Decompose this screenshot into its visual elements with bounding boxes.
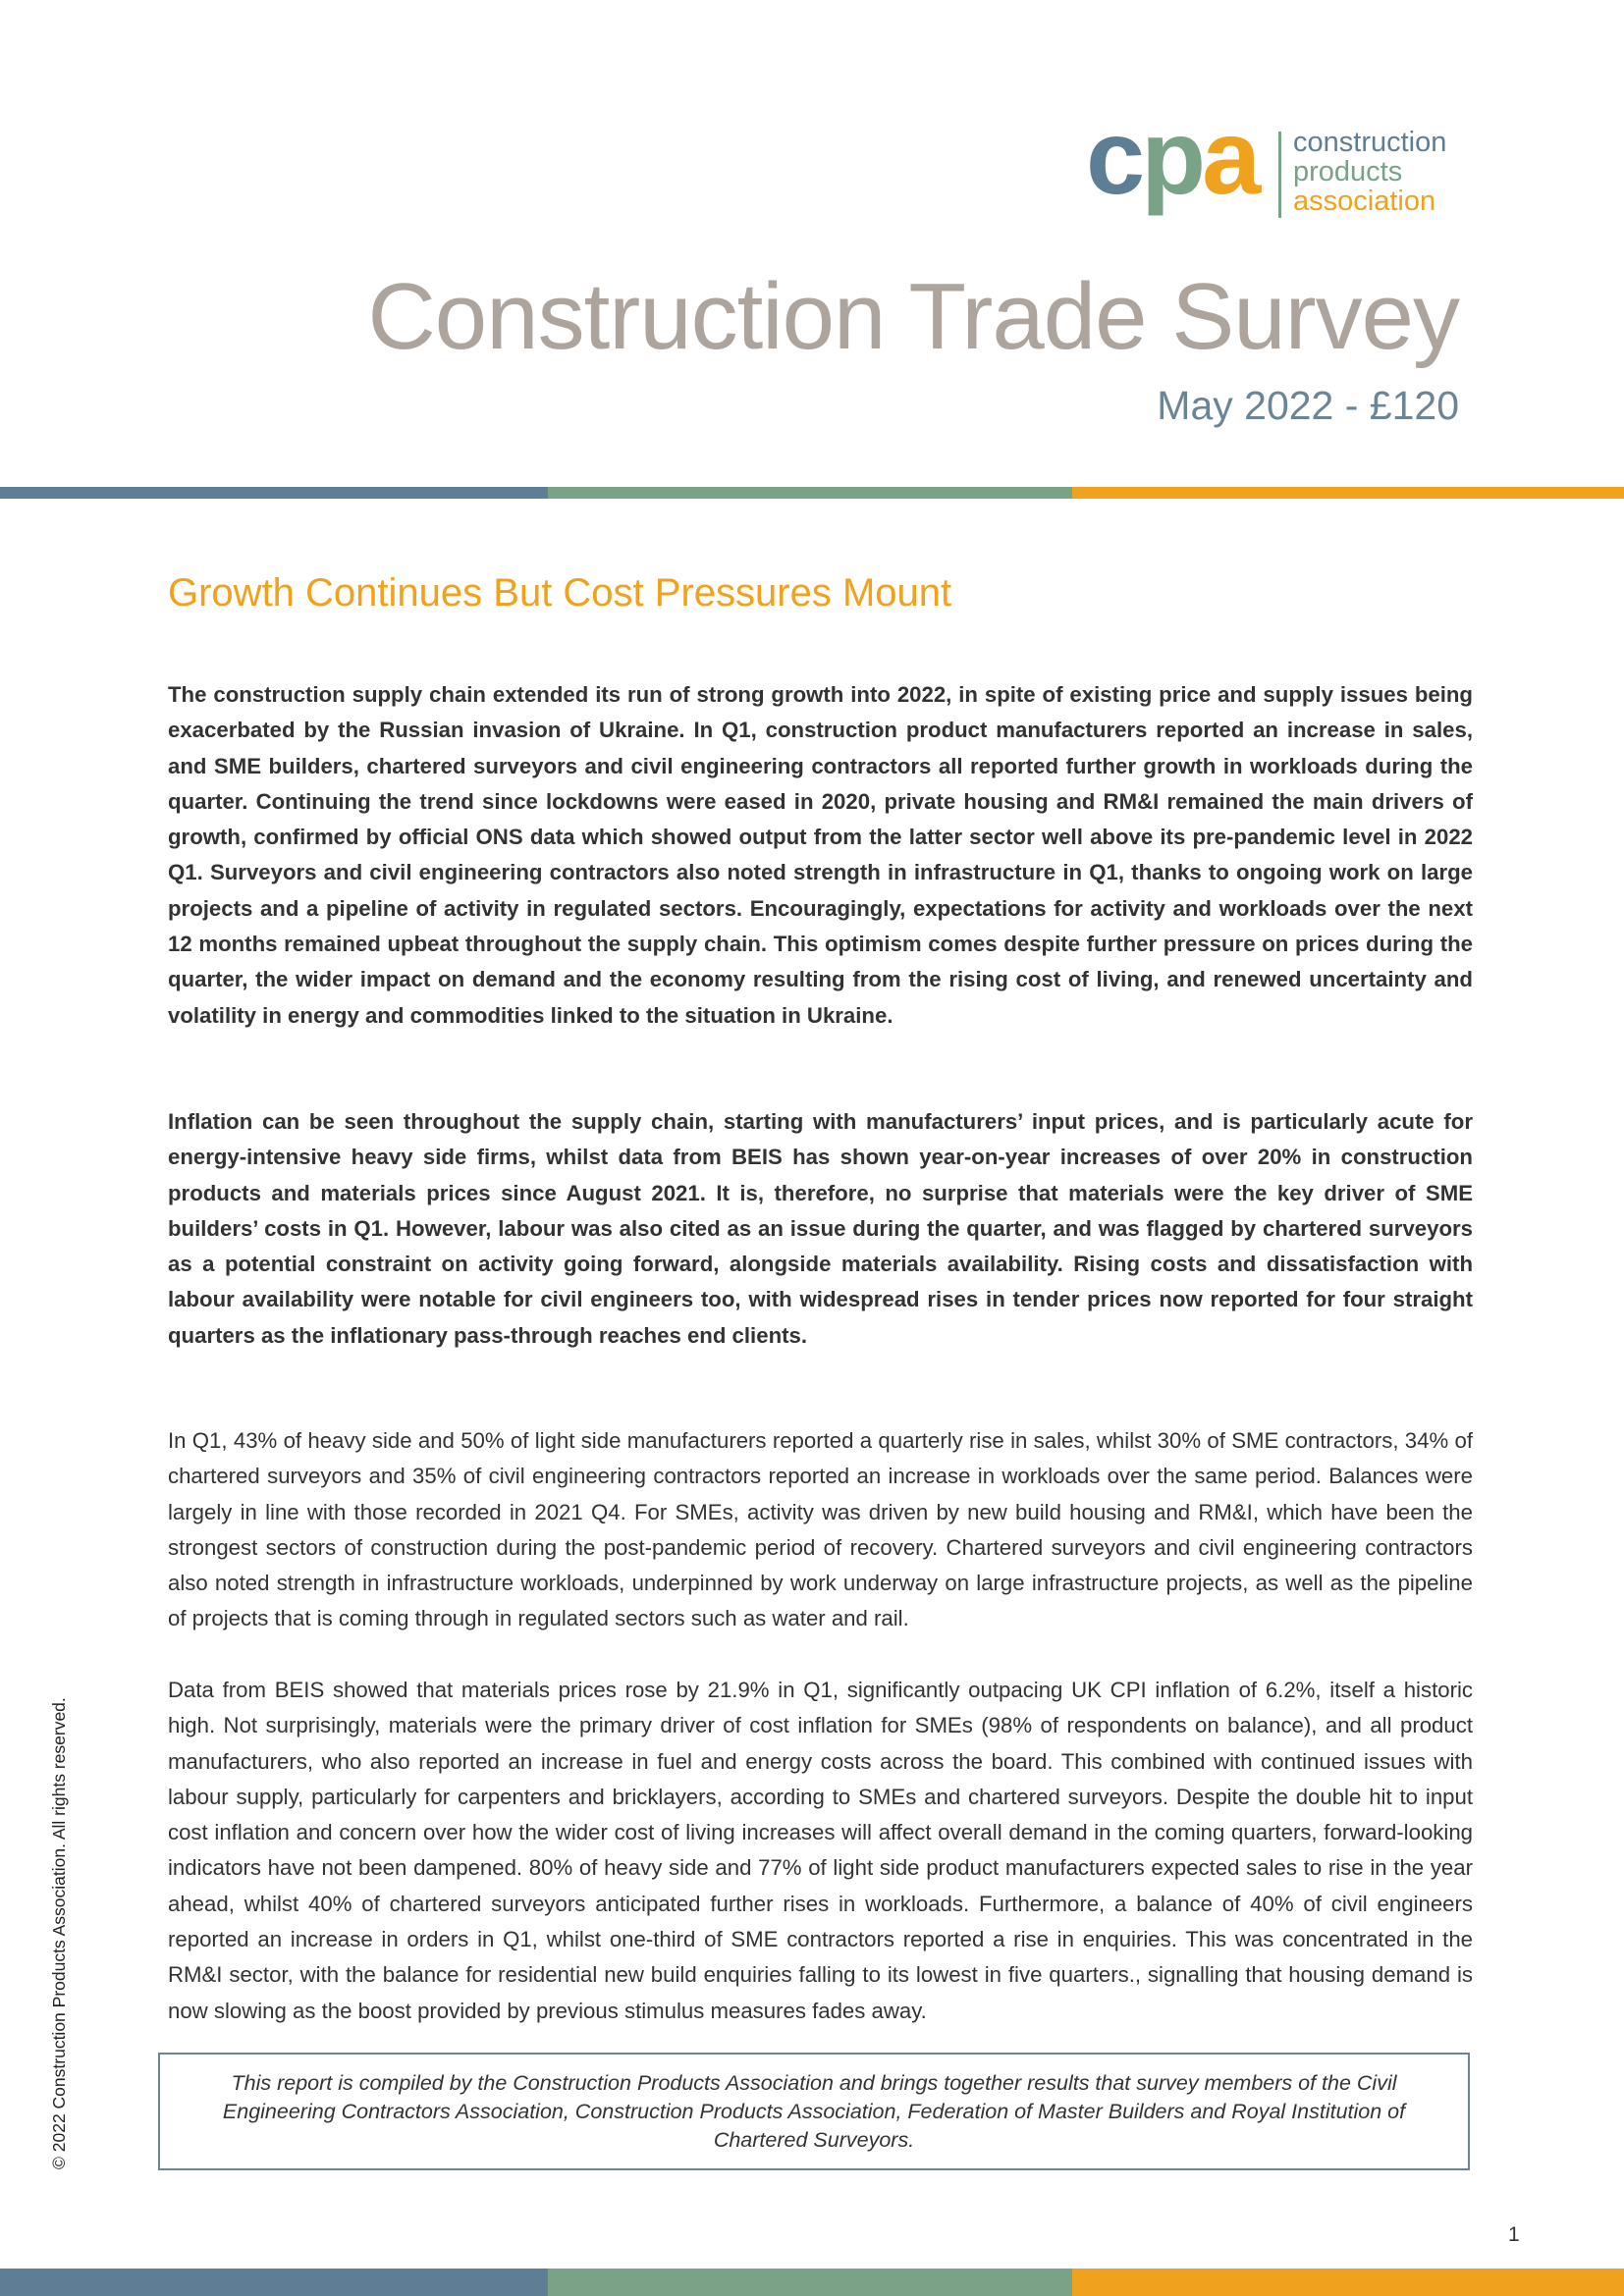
logo-word-association: association xyxy=(1293,186,1436,217)
logo-mark xyxy=(1086,97,1258,216)
page-title: Construction Trade Survey xyxy=(367,264,1459,369)
logo-letter-c: c xyxy=(1086,97,1142,216)
logo-wordmark xyxy=(1293,128,1446,216)
body-paragraph-2: Data from BEIS showed that materials prices rose by 21.9% in Q1, significantly outpacing UK CPI inflation of 6.2%, itself a historic high. Not surprisingly, materials were the primary driver of cost inflation for SMEs (98% of respondents on balance), and all product manufacturers, who also reported an increase in fuel and energy costs across the board. This combined with continued issues with labour supply, particularly for carpenters and bricklayers, according to SMEs and chartered surveyors. Despite the double hit to input cost inflation and concern over how the wider cost of living increases will affect overall demand in the coming quarters, forward-looking indicators have not been dampened. 80% of heavy side and 77% of light side product manufacturers expected sales to rise in the year ahead, whilst 40% of chartered surveyors anticipated further rises in workloads. Furthermore, a balance of 40% of civil engineers reported an increase in orders in Q1, whilst one-third of SME contractors reported a rise in enquiries. This was concentrated in the RM&I sector, with the balance for residential new build enquiries falling to its lowest in five quarters., signalling that housing demand is now slowing as the boost provided by previous stimulus measures fades away. xyxy=(168,1678,1473,2023)
logo-divider xyxy=(1278,132,1281,218)
report-note-box xyxy=(158,2053,1470,2170)
summary-paragraph-1: The construction supply chain extended its run of strong growth into 2022, in spite of existing price and supply issues being exacerbated by the Russian invasion of Ukraine. In Q1, construction product manufacturers reported an increase in sales, and SME builders, chartered surveyors and civil engineering contractors all reported further growth in workloads during the quarter. Continuing the trend since lockdowns were eased in 2020, private housing and RM&I remained the main drivers of growth, confirmed by official ONS data which showed output from the latter sector well above its pre-pandemic level in 2022 Q1. Surveyors and civil engineering contractors also noted strength in infrastructure in Q1, thanks to ongoing work on large projects and a pipeline of activity in regulated sectors. Encouragingly, expectations for activity and workloads over the next 12 months remained upbeat throughout the supply chain. This optimism comes despite further pressure on prices during the quarter, the wider impact on demand and the economy resulting from the rising cost of living, and renewed uncertainty and volatility in energy and commodities linked to the situation in Ukraine. xyxy=(168,682,1473,1028)
logo-word-products: products xyxy=(1293,156,1403,187)
summary-paragraph-2: Inflation can be seen throughout the supply chain, starting with manufacturers’ input prices, and is particularly acute for energy-intensive heavy side firms, whilst data from BEIS has shown year-on-year increases of over 20% in construction products and materials prices since August 2021. It is, therefore, no surprise that materials were the key driver of SME builders’ costs in Q1. However, labour was also cited as an issue during the quarter, and was flagged by chartered surveyors as a potential constraint on activity going forward, alongside materials availability. Rising costs and dissatisfaction with labour availability were notable for civil engineers too, with widespread rises in tender prices now reported for four straight quarters as the inflationary pass-through reaches end clients. xyxy=(168,1109,1473,1348)
logo-letter-a: a xyxy=(1202,97,1258,216)
section-heading: Growth Continues But Cost Pressures Mount xyxy=(168,571,952,614)
logo-letter-p: p xyxy=(1141,97,1203,216)
header-color-stripe xyxy=(0,487,1624,499)
page-subtitle: May 2022 - £120 xyxy=(1157,383,1459,428)
logo-word-construction: construction xyxy=(1293,127,1447,158)
report-note-text: This report is compiled by the Construction Products Association and brings together results that survey members of the Civil Engineering Contractors Association, Construction Products Association, Federation of Master Builders and Royal Institution of Chartered Surveyors. xyxy=(222,2070,1406,2152)
body-paragraph-1: In Q1, 43% of heavy side and 50% of light side manufacturers reported a quarterly rise in sales, whilst 30% of SME contractors, 34% of chartered surveyors and 35% of civil engineering contractors reported an increase in workloads over the same period. Balances were largely in line with those recorded in 2021 Q4. For SMEs, activity was driven by new build housing and RM&I, which have been the strongest sectors of construction during the post-pandemic period of recovery. Chartered surveyors and civil engineering contractors also noted strength in infrastructure workloads, underpinned by work underway on large infrastructure projects, as well as the pipeline of projects that is coming through in regulated sectors such as water and rail. xyxy=(168,1428,1473,1631)
copyright-notice: © 2022 Construction Products Association. All rights reserved. xyxy=(49,1697,69,2169)
cpa-logo xyxy=(1086,97,1498,224)
footer-color-stripe xyxy=(0,2269,1624,2296)
page-number: 1 xyxy=(1508,2223,1520,2246)
